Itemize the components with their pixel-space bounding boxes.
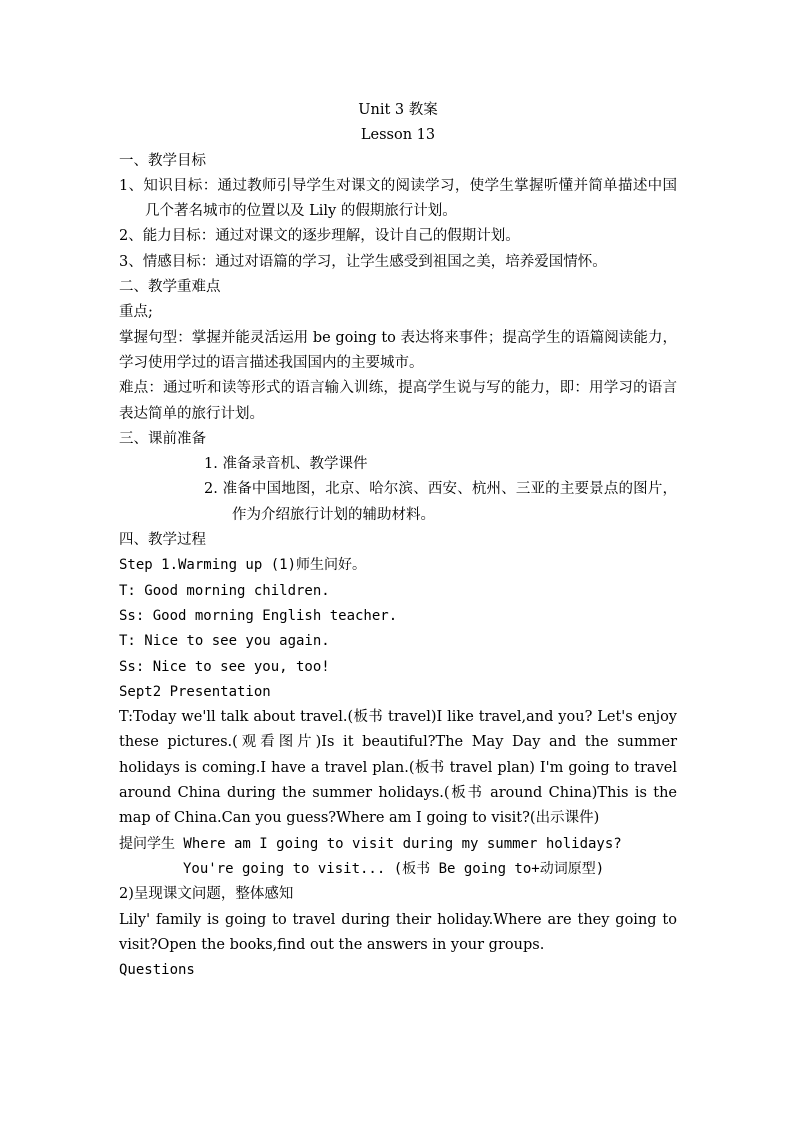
document-title: Unit 3 教案 [358,102,438,118]
paragraph: T: Good morning children. [119,582,330,599]
document-body [119,149,677,984]
paragraph: T:Today we'll talk about travel.(板书 travel)I like travel,and you? Let's enjoy these pictures.(观看图片)Is it beautiful?The May Day and the summer holidays is coming.I have a travel plan.(板书 travel plan) I'm going to travel around China during the summer holidays.(板书 around China)This is the map of China.Can you guess?Where am I going to visit?(出示课件) [119,709,677,827]
paragraph: 1、知识目标：通过教师引导学生对课文的阅读学习，使学生掌握听懂并简单描述中国几个著名城市的位置以及 Lily 的假期旅行计划。 [119,177,677,220]
paragraph: 2. 准备中国地图，北京、哈尔滨、西安、杭州、三亚的主要景点的图片，作为介绍旅行计划的辅助材料。 [204,481,677,523]
paragraph: 难点：通过听和读等形式的语言输入训练，提高学生说与写的能力，即：用学习的语言表达简单的旅行计划。 [119,380,677,422]
document-page [119,98,677,983]
paragraph: 2、能力目标：通过对课文的逐步理解，设计自己的假期计划。 [119,228,520,245]
paragraph: 四、教学过程 [119,532,206,549]
paragraph: 重点; [119,304,153,321]
document-subtitle: Lesson 13 [360,127,436,144]
paragraph: 掌握句型：掌握并能灵活运用 be going to 表达将来事件；提高学生的语篇阅读能力，学习使用学过的语言描述我国国内的主要城市。 [119,329,677,371]
paragraph: Ss: Nice to see you, too! [119,658,330,675]
paragraph: T: Nice to see you again. [119,633,330,650]
paragraph: 一、教学目标 [119,152,206,169]
paragraph: Lily' family is going to travel during their holiday.Where are they going to visit?Open the books,find out the answers in your groups. [119,911,677,953]
paragraph: 二、教学重难点 [119,279,221,296]
paragraph: 提问学生 Where am I going to visit during my summer holidays? [119,835,622,852]
paragraph: 3、情感目标：通过对语篇的学习，让学生感受到祖国之美，培养爱国情怀。 [119,253,607,270]
paragraph: 2)呈现课文问题，整体感知 [119,886,294,903]
paragraph: You're going to visit... (板书 Be going to+动词原型) [183,860,605,877]
paragraph: Questions [119,962,195,979]
paragraph: 三、课前准备 [119,430,206,447]
paragraph: Sept2 Presentation [119,683,271,700]
paragraph: Step 1.Warming up (1)师生问好。 [119,557,367,574]
paragraph: Ss: Good morning English teacher. [119,607,398,624]
paragraph: 1. 准备录音机、教学课件 [204,456,368,473]
